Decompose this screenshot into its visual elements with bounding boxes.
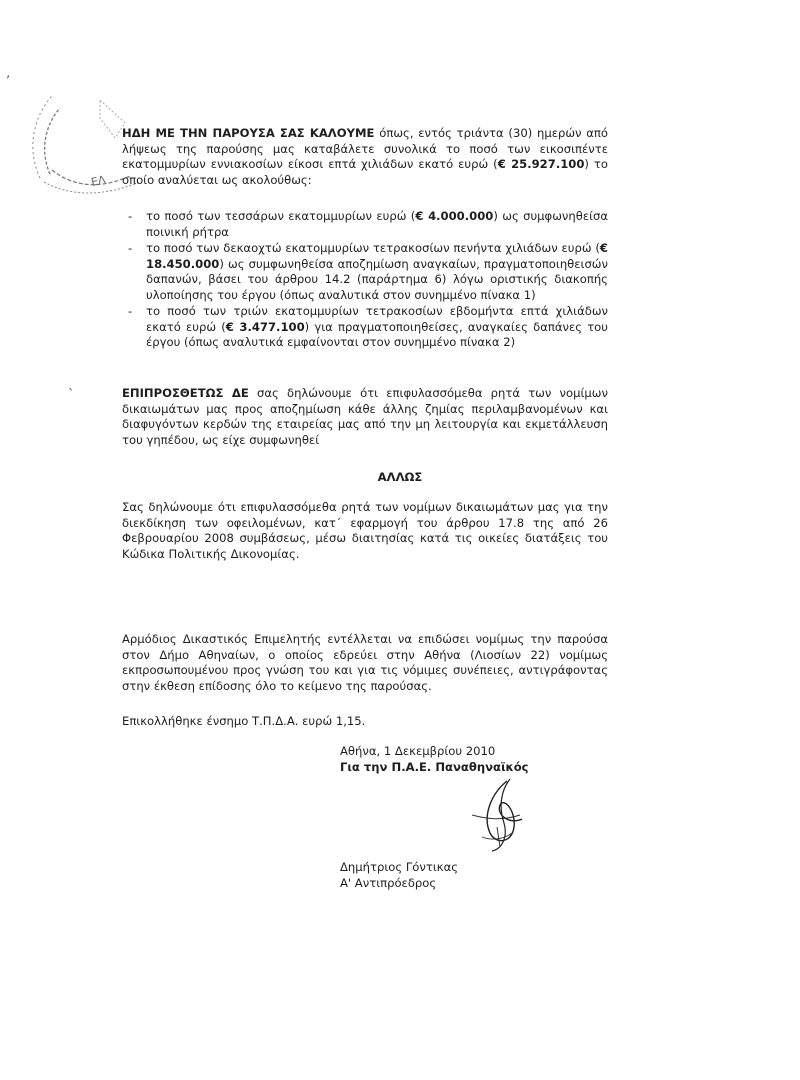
place-date-text: Αθήνα, 1 Δεκεμβρίου 2010 (340, 744, 496, 758)
company-line (340, 760, 602, 776)
amounts-list (128, 209, 608, 352)
reservation-text: Σας δηλώνουμε ότι επιφυλασσόμεθα ρητά των νομίμων δικαιωμάτων μας για την διεκδίκηση των οφειλομένων, κατ΄ εφαρμογή του άρθρου 17.8 της από 26 Φεβρουαρίου 2008 συμβάσεως, μέσω διαιτησίας κατά τις οικείες διατάξεις του Κώδικα Πολιτικής Δικονομίας. (122, 500, 608, 561)
list-item-text: το ποσό των δεκαοχτώ εκατομμυρίων τετρακοσίων πενήντα χιλιάδων ευρώ ( (146, 241, 600, 255)
stamp-duty-text: Επικολλήθηκε ένσημο Τ.Π.Δ.Α. ευρώ 1,15. (122, 714, 366, 728)
additional-bold-lead: ΕΠΙΠΡΟΣΘΕΤΩΣ ΔΕ (122, 386, 249, 400)
list-item-amount: € 3.477.100 (225, 319, 305, 334)
stamp-duty-line (122, 714, 608, 730)
list-item-amount: € 18.450.000 (146, 241, 608, 271)
bailiff-text: Αρμόδιος Δικαστικός Επιμελητής εντέλλεται να επιδώσει νομίμως την παρούσα στον Δήμο Αθηναίων, ο οποίος εδρεύει στην Αθήνα (Λιοσίων 22) νομίμως εκπροσωπουμένου προς γνώση του και για τις νόμιμες συνέπειες, αντιγράφοντας στην έκθεση επίδοσης όλο το κείμενο της παρούσας. (122, 632, 608, 693)
bullet-dash: - (128, 209, 133, 223)
signer-name (340, 860, 602, 876)
list-item (128, 304, 608, 351)
bullet-dash: - (128, 304, 133, 318)
list-item (128, 209, 608, 240)
additional-text: σας δηλώνουμε ότι επιφυλασσόμεθα ρητά των νομίμων δικαιωμάτων μας προς αποζημίωση κάθε άλλης ζημίας περιλαμβανομένων και διαφυγόντων κερδών της εταιρείας μας από την μη λειτουργία και εκμετάλλευση του γηπέδου, ως είχε συμφωνηθεί (122, 386, 608, 447)
signer-name-text: Δημήτριος Γόντικας (340, 860, 459, 874)
intro-bold-lead: ΗΔΗ ΜΕ ΤΗΝ ΠΑΡΟΥΣΑ ΣΑΣ ΚΑΛΟΥΜΕ (122, 126, 375, 140)
list-item-text-end: ) για πραγματοποιηθείσες, αναγκαίες δαπάνες του έργου (όπως αναλυτικά εμφαίνονται στον συνημμένο πίνακα 2) (146, 319, 608, 349)
list-item-text: το ποσό των τεσσάρων εκατομμυρίων ευρώ ( (146, 209, 416, 223)
list-item-text: το ποσό των τριών εκατομμυρίων τετρακοσίων εβδομήντα επτά χιλιάδων εκατό ευρώ ( (146, 304, 608, 334)
company-text: Για την Π.Α.Ε. Παναθηναϊκός (340, 760, 529, 774)
stamp-text: ΕΛ (89, 173, 107, 189)
handwritten-signature (452, 775, 562, 855)
margin-mark: ` (68, 388, 75, 403)
bullet-dash: - (128, 241, 133, 255)
reservation-paragraph (122, 500, 608, 562)
margin-mark: ʼ (6, 74, 11, 89)
place-date (340, 744, 602, 760)
list-item (128, 241, 608, 303)
additional-claims-paragraph (122, 386, 608, 448)
total-amount: € 25.927.100 (497, 157, 585, 171)
intro-text-end: ) το οποίο αναλύεται ως ακολούθως: (122, 157, 608, 187)
signer-title-text: Α' Αντιπρόεδρος (340, 876, 437, 890)
intro-paragraph (122, 126, 608, 188)
list-item-amount: € 4.000.000 (415, 209, 494, 223)
list-item-text-end: ) ως συμφωνηθείσα ποινική ρήτρα (146, 209, 609, 239)
bailiff-paragraph (122, 632, 608, 694)
list-item-text-end: ) ως συμφωνηθείσα αποζημίωση αναγκαίων, πραγματοποιηθεισών δαπανών, βάσει του άρθρου 14.2 (παράρτημα 6) λόγω οριστικής διακοπής υλοποίησης του έργου (όπως αναλυτικά στον συνημμένο πίνακα 1) (146, 256, 608, 302)
section-heading: ΑΛΛΩΣ (377, 470, 423, 484)
signer-title (340, 876, 602, 892)
intro-text: όπως, εντός τριάντα (30) ημερών από λήψεως της παρούσης μας καταβάλετε συνολικά το ποσό των εικοσιπέντε εκατομμυρίων εννιακοσίων είκοσι επτά χιλιάδων εκατό ευρώ ( (122, 126, 608, 171)
